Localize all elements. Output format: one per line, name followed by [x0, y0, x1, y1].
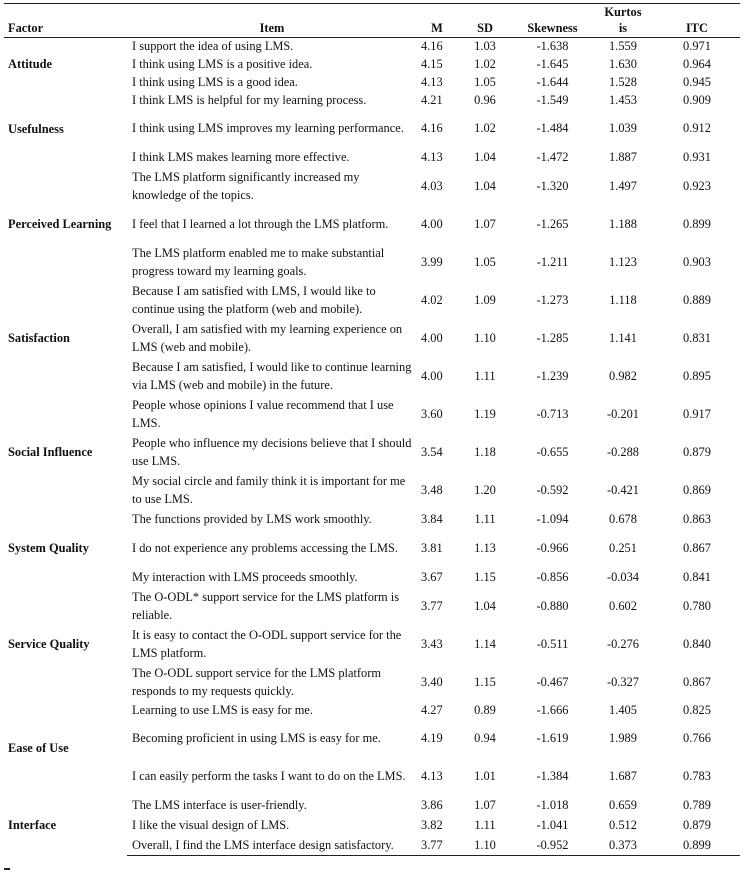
header-kurtosis — [592, 4, 654, 38]
header-m: M — [417, 4, 457, 38]
header-itc: ITC — [654, 4, 740, 38]
skewness-cell: -0.880 — [536, 598, 569, 613]
skewness-cell: -1.041 — [536, 817, 569, 832]
header-skewness: Skewness — [513, 4, 592, 38]
kurtosis-cell: 1.453 — [609, 92, 637, 107]
itc-cell: 0.831 — [683, 330, 711, 345]
itc-cell: 0.945 — [683, 74, 711, 89]
sd-cell: 1.09 — [474, 292, 496, 307]
factor-cell: Social Influence — [8, 444, 93, 459]
itc-cell: 0.909 — [683, 92, 711, 107]
item-cell: My social circle and family think it is important for me to use LMS. — [132, 474, 406, 506]
mean-cell: 3.99 — [421, 254, 443, 269]
sd-cell: 1.10 — [474, 330, 496, 345]
itc-cell: 0.780 — [683, 598, 711, 613]
kurtosis-cell: -0.276 — [606, 636, 639, 651]
itc-cell: 0.867 — [683, 674, 711, 689]
itc-cell: 0.869 — [683, 482, 711, 497]
skewness-cell: -1.094 — [536, 511, 569, 526]
sd-cell: 1.05 — [474, 254, 496, 269]
itc-cell: 0.867 — [683, 540, 711, 555]
itc-cell: 0.923 — [683, 178, 711, 193]
item-cell: Becoming proficient in using LMS is easy for me. — [132, 730, 381, 745]
mean-cell: 4.00 — [421, 368, 443, 383]
item-cell: My interaction with LMS proceeds smoothly. — [132, 569, 358, 584]
item-cell: People who influence my decisions believe that I should use LMS. — [132, 436, 412, 468]
sd-cell: 1.14 — [474, 636, 496, 651]
kurtosis-cell: 0.512 — [609, 817, 637, 832]
itc-cell: 0.783 — [683, 768, 711, 783]
factor-cell: System Quality — [8, 540, 89, 555]
mean-cell: 4.16 — [421, 39, 443, 53]
factor-cell: Attitude — [8, 57, 53, 71]
kurtosis-cell: 0.982 — [609, 368, 637, 383]
kurtosis-cell: 1.559 — [609, 39, 637, 53]
skewness-cell: -0.952 — [513, 836, 592, 856]
factor-cell: Perceived Learning — [8, 216, 112, 231]
skewness-cell: -1.211 — [536, 254, 569, 269]
table-row — [4, 510, 740, 530]
itc-cell: 0.964 — [683, 56, 711, 71]
item-cell: The LMS interface is user-friendly. — [132, 797, 307, 812]
table-row — [4, 92, 740, 110]
item-cell: The functions provided by LMS work smoothly. — [132, 511, 372, 526]
kurtosis-cell: 1.118 — [609, 292, 637, 307]
kurtosis-cell: 1.887 — [609, 149, 637, 164]
skewness-cell: -0.655 — [536, 444, 569, 459]
mean-cell: 3.40 — [421, 674, 443, 689]
sd-cell: 1.04 — [474, 149, 496, 164]
mean-cell: 3.43 — [421, 636, 443, 651]
skewness-cell: -0.966 — [536, 540, 569, 555]
sd-cell: 1.18 — [474, 444, 496, 459]
sd-cell: 1.11 — [474, 817, 496, 832]
item-cell: Because I am satisfied with LMS, I would like to continue using the platform (web and mobile). — [132, 284, 376, 316]
sd-cell: 1.02 — [474, 120, 496, 135]
sd-cell: 1.04 — [474, 178, 496, 193]
kurtosis-cell: 1.687 — [609, 768, 637, 783]
itc-cell: 0.912 — [683, 120, 711, 135]
header-row — [4, 4, 740, 38]
mean-cell: 4.21 — [421, 92, 443, 107]
table-header — [4, 4, 740, 38]
item-cell: It is easy to contact the O-ODL support service for the LMS platform. — [132, 628, 402, 660]
skewness-cell: -1.320 — [536, 178, 569, 193]
table-body — [4, 38, 740, 856]
mean-cell: 4.27 — [421, 702, 443, 717]
footnote-mark — [4, 868, 10, 870]
kurtosis-cell: 1.989 — [609, 730, 637, 745]
itc-cell: 0.895 — [683, 368, 711, 383]
sd-cell: 1.20 — [474, 482, 496, 497]
skewness-cell: -1.549 — [536, 92, 569, 107]
itc-cell: 0.825 — [683, 702, 711, 717]
skewness-cell: -1.384 — [536, 768, 569, 783]
itc-cell: 0.899 — [654, 836, 740, 856]
header-factor: Factor — [4, 4, 127, 38]
itc-cell: 0.840 — [683, 636, 711, 651]
sd-cell: 1.11 — [474, 368, 496, 383]
kurtosis-cell: -0.034 — [606, 569, 639, 584]
table-row — [4, 588, 740, 626]
kurtosis-cell: 0.659 — [609, 797, 637, 812]
skewness-cell: -1.666 — [536, 702, 569, 717]
itc-cell: 0.917 — [683, 406, 711, 421]
sd-cell: 1.11 — [474, 511, 496, 526]
factor-cell: Usefulness — [8, 121, 64, 136]
itc-cell: 0.766 — [683, 730, 711, 745]
factor-cell: Interface — [8, 817, 57, 832]
skewness-cell: -0.856 — [536, 569, 569, 584]
mean-cell: 3.60 — [421, 406, 443, 421]
header-sd: SD — [457, 4, 513, 38]
sd-cell: 1.03 — [474, 39, 496, 53]
sd-cell: 1.05 — [474, 74, 496, 89]
item-cell: I do not experience any problems accessing the LMS. — [132, 540, 398, 555]
skewness-cell: -0.592 — [536, 482, 569, 497]
kurtosis-cell: -0.327 — [606, 674, 639, 689]
mean-cell: 3.77 — [421, 598, 443, 613]
itc-cell: 0.879 — [683, 444, 711, 459]
mean-cell: 4.02 — [421, 292, 443, 307]
item-cell: I think using LMS is a positive idea. — [132, 56, 313, 71]
mean-cell: 3.48 — [421, 482, 443, 497]
item-cell: I think using LMS is a good idea. — [132, 74, 298, 89]
mean-cell: 3.77 — [417, 836, 457, 856]
sd-cell: 0.94 — [474, 730, 496, 745]
sd-cell: 1.07 — [474, 797, 496, 812]
item-cell: The LMS platform significantly increased my knowledge of the topics. — [132, 170, 360, 202]
mean-cell: 4.00 — [421, 330, 443, 345]
kurtosis-cell: 1.123 — [609, 254, 637, 269]
header-kurtosis-line2: is — [618, 21, 628, 35]
sd-cell: 1.04 — [474, 598, 496, 613]
skewness-cell: -1.472 — [536, 149, 569, 164]
mean-cell: 3.86 — [421, 797, 443, 812]
itc-cell: 0.889 — [683, 292, 711, 307]
kurtosis-cell: 0.602 — [609, 598, 637, 613]
kurtosis-cell: 1.039 — [609, 120, 637, 135]
itc-cell: 0.971 — [683, 39, 711, 53]
itc-cell: 0.789 — [683, 797, 711, 812]
table-row — [4, 796, 740, 816]
kurtosis-cell: 0.373 — [592, 836, 654, 856]
header-item: Item — [127, 4, 417, 38]
kurtosis-cell: 1.630 — [609, 56, 637, 71]
table-row — [4, 702, 740, 720]
skewness-cell: -0.713 — [536, 406, 569, 421]
item-cell: I think using LMS improves my learning performance. — [132, 120, 404, 135]
itc-cell: 0.863 — [683, 511, 711, 526]
item-cell: I support the idea of using LMS. — [132, 39, 294, 53]
sd-cell: 1.13 — [474, 540, 496, 555]
item-cell: Overall, I am satisfied with my learning experience on LMS (web and mobile). — [132, 322, 403, 354]
sd-cell: 0.96 — [474, 92, 496, 107]
sd-cell: 1.01 — [474, 768, 496, 783]
sd-cell: 1.19 — [474, 406, 496, 421]
kurtosis-cell: 1.141 — [609, 330, 637, 345]
item-cell: I like the visual design of LMS. — [132, 817, 290, 832]
skewness-cell: -1.619 — [536, 730, 569, 745]
mean-cell: 3.67 — [421, 569, 443, 584]
itc-cell: 0.931 — [683, 149, 711, 164]
itc-cell: 0.903 — [683, 254, 711, 269]
sd-cell: 0.89 — [474, 702, 496, 717]
skewness-cell: -1.484 — [536, 120, 569, 135]
kurtosis-cell: 1.405 — [609, 702, 637, 717]
mean-cell: 3.84 — [421, 511, 443, 526]
kurtosis-cell: -0.201 — [606, 406, 639, 421]
kurtosis-cell: 0.678 — [609, 511, 637, 526]
kurtosis-cell: 1.188 — [609, 216, 637, 231]
kurtosis-cell: -0.421 — [606, 482, 639, 497]
item-cell: Learning to use LMS is easy for me. — [132, 702, 314, 717]
sd-cell: 1.15 — [474, 674, 496, 689]
mean-cell: 4.00 — [421, 216, 443, 231]
table-row — [4, 168, 740, 206]
itc-cell: 0.899 — [683, 216, 711, 231]
item-cell: Overall, I find the LMS interface design satisfactory. — [127, 836, 417, 856]
item-cell: I think LMS makes learning more effective. — [132, 149, 350, 164]
skewness-cell: -1.239 — [536, 368, 569, 383]
kurtosis-cell: 0.251 — [609, 540, 637, 555]
mean-cell: 4.13 — [421, 149, 443, 164]
item-cell: The LMS platform enabled me to make substantial progress toward my learning goals. — [132, 246, 385, 278]
skewness-cell: -1.645 — [536, 56, 569, 71]
item-cell: The O-ODL* support service for the LMS platform is reliable. — [132, 590, 400, 622]
kurtosis-cell: -0.288 — [606, 444, 639, 459]
kurtosis-cell: 1.497 — [609, 178, 637, 193]
skewness-cell: -1.018 — [536, 797, 569, 812]
header-kurtosis-line1: Kurtos — [604, 5, 642, 19]
skewness-cell: -1.265 — [536, 216, 569, 231]
mean-cell: 3.54 — [421, 444, 443, 459]
item-cell: People whose opinions I value recommend that I use LMS. — [132, 398, 394, 430]
itc-cell: 0.879 — [683, 817, 711, 832]
table-row — [4, 38, 740, 56]
item-cell: I can easily perform the tasks I want to do on the LMS. — [132, 768, 406, 783]
item-cell: The O-ODL support service for the LMS platform responds to my requests quickly. — [132, 666, 382, 698]
factor-cell: Ease of Use — [8, 740, 69, 755]
skewness-cell: -0.511 — [536, 636, 569, 651]
mean-cell: 4.19 — [421, 730, 443, 745]
sd-cell: 1.10 — [457, 836, 513, 856]
table-row — [4, 396, 740, 434]
mean-cell: 4.03 — [421, 178, 443, 193]
mean-cell: 4.15 — [421, 56, 443, 71]
sd-cell: 1.02 — [474, 56, 496, 71]
table-row — [4, 282, 740, 320]
skewness-cell: -1.273 — [536, 292, 569, 307]
factor-cell: Satisfaction — [8, 330, 70, 345]
sd-cell: 1.07 — [474, 216, 496, 231]
kurtosis-cell: 1.528 — [609, 74, 637, 89]
skewness-cell: -1.285 — [536, 330, 569, 345]
mean-cell: 4.13 — [421, 768, 443, 783]
mean-cell: 3.82 — [421, 817, 443, 832]
skewness-cell: -0.467 — [536, 674, 569, 689]
item-cell: I feel that I learned a lot through the LMS platform. — [132, 216, 389, 231]
mean-cell: 4.13 — [421, 74, 443, 89]
mean-cell: 4.16 — [421, 120, 443, 135]
item-cell: Because I am satisfied, I would like to continue learning via LMS (web and mobile) in the future. — [132, 360, 412, 392]
skewness-cell: -1.638 — [536, 39, 569, 53]
skewness-cell: -1.644 — [536, 74, 569, 89]
itc-cell: 0.841 — [683, 569, 711, 584]
factor-cell: Service Quality — [8, 636, 90, 651]
sd-cell: 1.15 — [474, 569, 496, 584]
descriptive-statistics-table — [4, 3, 740, 856]
item-cell: I think LMS is helpful for my learning process. — [132, 92, 367, 107]
mean-cell: 3.81 — [421, 540, 443, 555]
